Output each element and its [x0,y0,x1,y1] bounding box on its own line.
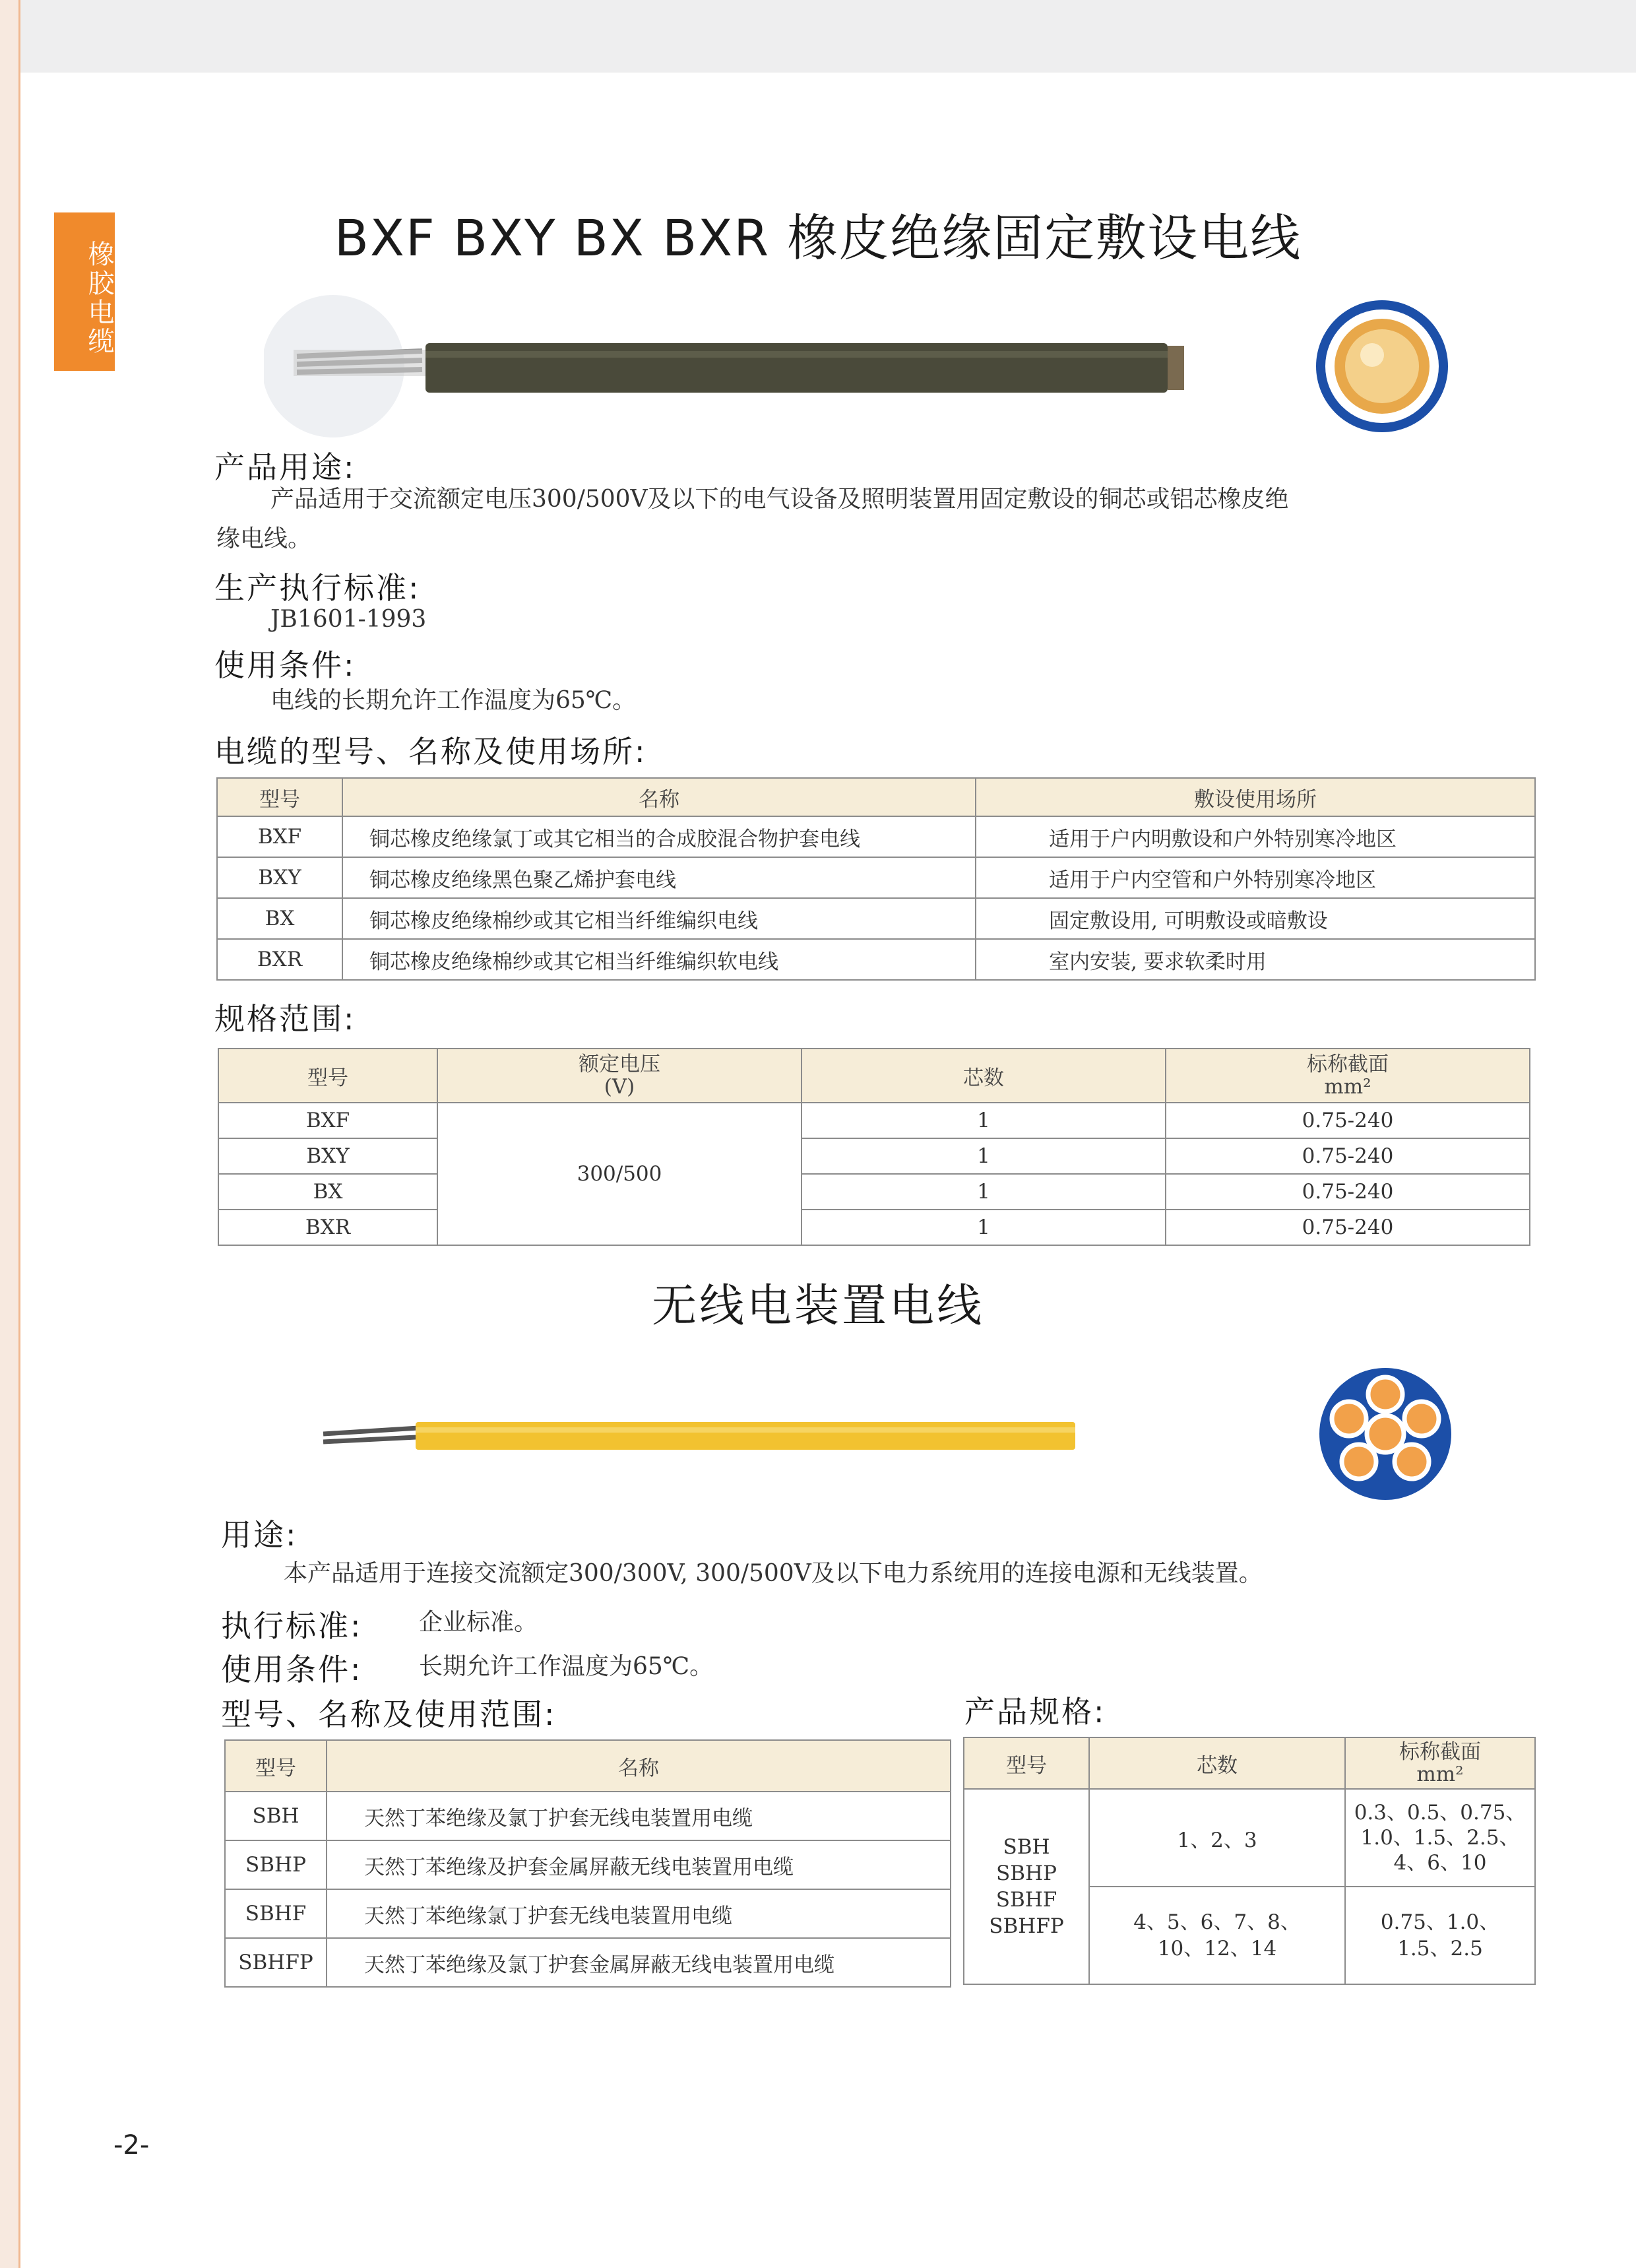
s2-models-heading: 型号、名称及使用范围: [221,1697,557,1732]
page-title-2: 无线电装置电线 [651,1280,984,1332]
cell: SBHP [225,1840,327,1889]
model-sbhfp: SBHFP [989,1914,1064,1938]
s2-purpose-heading: 用途: [221,1517,298,1553]
cell: 铜芯橡皮绝缘黑色聚乙烯护套电线 [342,857,976,898]
cell: SBHFP [225,1938,327,1987]
cell: 1 [802,1103,1166,1138]
table-row [225,1938,951,1987]
cell-line: 1.5、2.5 [1397,1937,1483,1960]
s1-purpose-text: 产品适用于交流额定电压300/500V及以下的电气设备及照明装置用固定敷设的铜芯或铝芯橡皮绝 [270,486,1289,513]
s1-purpose-text-2: 缘电线。 [216,525,312,552]
col-voltage-unit: (V) [604,1075,635,1099]
col-model: 型号 [218,1049,437,1103]
cell: 0.75-240 [1166,1138,1530,1174]
col-usage: 敷设使用场所 [976,778,1535,816]
col-section-label: 标称截面 [1399,1740,1481,1764]
cell: 1 [802,1138,1166,1174]
table-row [964,1789,1535,1887]
cable-1-image [264,290,1451,442]
table-row [218,1210,1530,1245]
cell: BXR [218,1210,437,1245]
table-row [217,939,1535,980]
s1-conditions-text: 电线的长期允许工作温度为65℃。 [270,687,637,714]
s2-standard-heading: 执行标准: [221,1608,363,1644]
cell: 铜芯橡皮绝缘氯丁或其它相当的合成胶混合物护套电线 [342,816,976,857]
table-row [225,1840,951,1889]
s2-conditions-text: 长期允许工作温度为65℃。 [419,1653,714,1680]
s2-spec-heading: 产品规格: [964,1694,1106,1730]
cell: 室内安装, 要求软柔时用 [976,939,1535,980]
model-sbhf: SBHF [995,1888,1057,1912]
s2-spec-table [963,1737,1536,1985]
cell: 铜芯橡皮绝缘棉纱或其它相当纤维编织电线 [342,898,976,939]
cell-line: 0.3、0.5、0.75、 [1354,1801,1526,1825]
col-name: 名称 [342,778,976,816]
page-edge [0,0,20,2268]
cell: 铜芯橡皮绝缘棉纱或其它相当纤维编织软电线 [342,939,976,980]
cell-line: 0.75、1.0、 [1380,1910,1500,1934]
cell: 0.75-240 [1166,1174,1530,1210]
s2-purpose-text: 本产品适用于连接交流额定300/300V, 300/500V及以下电力系统用的连接电源和无线装置。 [284,1560,1263,1587]
col-section [1345,1737,1535,1789]
cell: 天然丁苯绝缘及氯丁护套无线电装置用电缆 [327,1792,951,1840]
table-row [218,1174,1530,1210]
table-row [225,1889,951,1938]
cell: 天然丁苯绝缘及氯丁护套金属屏蔽无线电装置用电缆 [327,1938,951,1987]
col-section-label: 标称截面 [1307,1053,1389,1076]
table-row [217,857,1535,898]
cell: 1、2、3 [1089,1789,1345,1887]
model-sbh: SBH [1003,1835,1050,1859]
section-cell [1345,1887,1535,1984]
col-section-unit: mm² [1416,1763,1464,1786]
col-model: 型号 [964,1737,1089,1789]
cell: 0.75-240 [1166,1210,1530,1245]
col-cores: 芯数 [802,1049,1166,1103]
cell: 1 [802,1210,1166,1245]
cell: BXF [218,1103,437,1138]
s2-standard-text: 企业标准。 [419,1609,538,1636]
table-row [218,1103,1530,1138]
cell: BXF [217,816,342,857]
cell: BXR [217,939,342,980]
cell: 0.75-240 [1166,1103,1530,1138]
section-cell [1345,1789,1535,1887]
cores-cell [1089,1887,1345,1984]
col-cores: 芯数 [1089,1737,1345,1789]
cell-line: 4、5、6、7、8、 [1133,1910,1301,1934]
col-voltage-label: 额定电压 [579,1053,660,1076]
s1-spec-table [218,1048,1530,1246]
cell-line: 10、12、14 [1157,1937,1277,1960]
table-row [217,816,1535,857]
s1-models-table [216,777,1536,981]
col-section-unit: mm² [1324,1075,1371,1099]
cell: 固定敷设用, 可明敷设或暗敷设 [976,898,1535,939]
s1-purpose-heading: 产品用途: [214,449,356,485]
cell: SBHF [225,1889,327,1938]
s1-standard-text: JB1601-1993 [270,606,427,633]
cell: BXY [217,857,342,898]
col-voltage [437,1049,802,1103]
s2-conditions-heading: 使用条件: [221,1652,363,1687]
voltage-cell: 300/500 [437,1103,802,1245]
s1-standard-heading: 生产执行标准: [214,570,421,606]
col-name: 名称 [327,1740,951,1792]
cell: 适用于户内明敷设和户外特别寒冷地区 [976,816,1535,857]
table-row [225,1792,951,1840]
cell: SBH [225,1792,327,1840]
cell: 天然丁苯绝缘及护套金属屏蔽无线电装置用电缆 [327,1840,951,1889]
cell: 1 [802,1174,1166,1210]
s1-models-heading: 电缆的型号、名称及使用场所: [214,734,647,769]
table-row [218,1138,1530,1174]
cell-line: 4、6、10 [1393,1851,1487,1875]
col-model: 型号 [225,1740,327,1792]
page-title-1: BXF BXY BX BXR 橡皮绝缘固定敷设电线 [334,209,1302,267]
cell: BXY [218,1138,437,1174]
s1-spec-heading: 规格范围: [214,1001,356,1037]
s1-conditions-heading: 使用条件: [214,647,356,683]
col-model: 型号 [217,778,342,816]
side-tab: 橡胶电缆 [54,212,115,371]
cell: BX [217,898,342,939]
cell-line: 1.0、1.5、2.5、 [1360,1826,1520,1850]
col-section [1166,1049,1530,1103]
top-band [0,0,1636,73]
cell: 适用于户内空管和户外特别寒冷地区 [976,857,1535,898]
model-sbhp: SBHP [996,1862,1057,1885]
page-number: -2- [113,2130,150,2160]
cable-2-image [317,1356,1451,1514]
cell: BX [218,1174,437,1210]
cell: 天然丁苯绝缘氯丁护套无线电装置用电缆 [327,1889,951,1938]
table-row [217,898,1535,939]
models-cell [964,1789,1089,1984]
s2-models-table [224,1739,951,1988]
